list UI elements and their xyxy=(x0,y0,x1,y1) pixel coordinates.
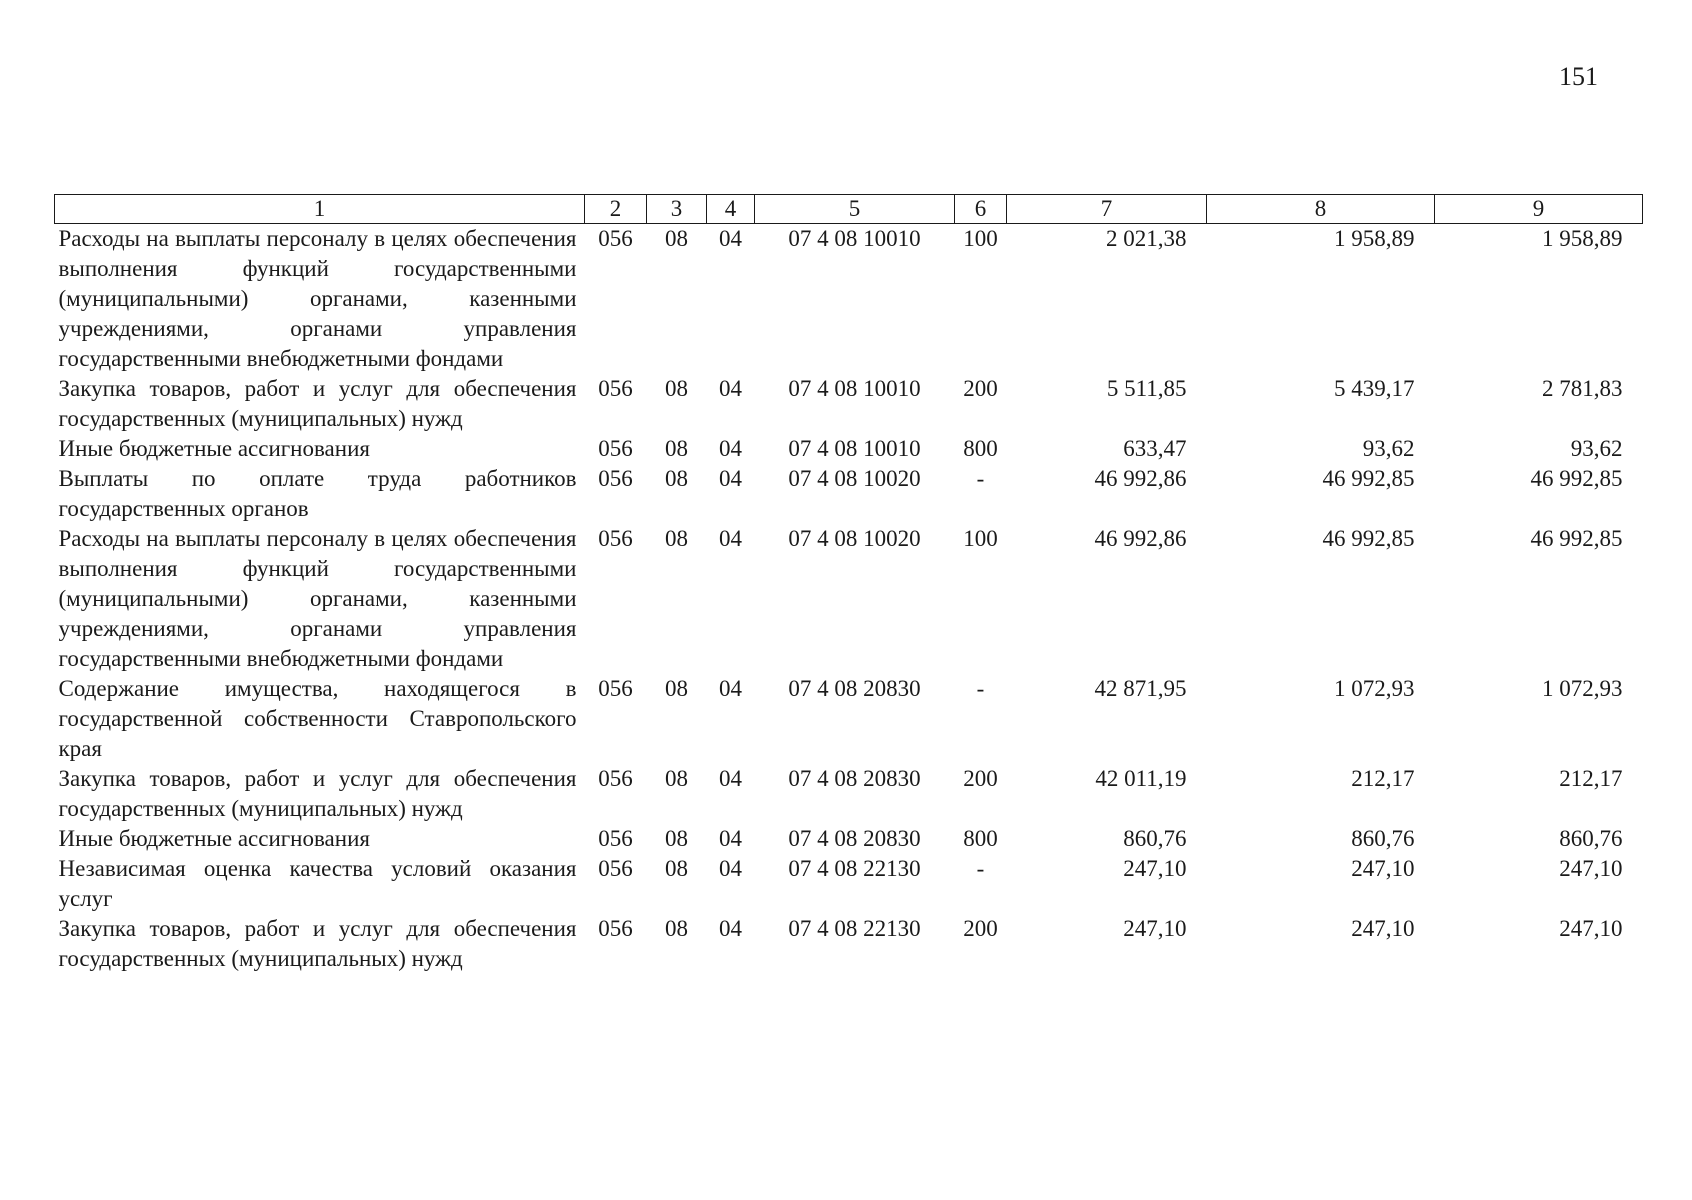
subsection-code: 04 xyxy=(719,376,742,401)
column-header: 2 xyxy=(585,195,647,224)
table-row xyxy=(55,374,1643,434)
row-description: Закупка товаров, работ и услуг для обеспечения государственных (муниципальных) нужд xyxy=(58,376,577,431)
row-description: Выплаты по оплате труда работников государственных органов xyxy=(58,466,577,521)
subsection-code: 04 xyxy=(719,916,742,941)
amount-col7: 46 992,86 xyxy=(1094,526,1187,551)
ministry-code: 056 xyxy=(598,376,633,401)
subsection-code: 04 xyxy=(719,676,742,701)
ministry-code: 056 xyxy=(598,826,633,851)
amount-col9: 860,76 xyxy=(1559,826,1623,851)
amount-col9: 93,62 xyxy=(1570,436,1623,461)
ministry-code: 056 xyxy=(598,526,633,551)
ministry-code: 056 xyxy=(598,916,633,941)
expense-type-code: 200 xyxy=(963,376,998,401)
page-number: 151 xyxy=(1559,62,1598,91)
amount-col7: 46 992,86 xyxy=(1094,466,1187,491)
subsection-code: 04 xyxy=(719,766,742,791)
target-article-code: 07 4 08 20830 xyxy=(788,676,921,701)
amount-col7: 5 511,85 xyxy=(1106,376,1187,401)
amount-col7: 42 871,95 xyxy=(1094,676,1187,701)
amount-col7: 2 021,38 xyxy=(1106,226,1187,251)
amount-col8: 212,17 xyxy=(1351,766,1415,791)
amount-col7: 633,47 xyxy=(1123,436,1187,461)
section-code: 08 xyxy=(665,226,688,251)
row-description: Расходы на выплаты персоналу в целях обеспечения выполнения функций государственными (муниципальными) органами, казенными учреждениями, органами управления государственными внебюджетными фондами xyxy=(58,226,577,371)
amount-col7: 247,10 xyxy=(1123,856,1187,881)
amount-col8: 5 439,17 xyxy=(1334,376,1415,401)
table-row xyxy=(55,914,1643,974)
expense-type-code: 200 xyxy=(963,766,998,791)
amount-col9: 1 072,93 xyxy=(1542,676,1623,701)
section-code: 08 xyxy=(665,436,688,461)
table-row xyxy=(55,524,1643,674)
section-code: 08 xyxy=(665,916,688,941)
amount-col9: 2 781,83 xyxy=(1542,376,1623,401)
row-description: Расходы на выплаты персоналу в целях обеспечения выполнения функций государственными (муниципальными) органами, казенными учреждениями, органами управления государственными внебюджетными фондами xyxy=(58,526,577,671)
amount-col9: 247,10 xyxy=(1559,856,1623,881)
ministry-code: 056 xyxy=(598,466,633,491)
target-article-code: 07 4 08 20830 xyxy=(788,766,921,791)
table-header-row xyxy=(55,195,1643,224)
ministry-code: 056 xyxy=(598,676,633,701)
table-row xyxy=(55,464,1643,524)
section-code: 08 xyxy=(665,376,688,401)
row-description: Иные бюджетные ассигнования xyxy=(58,826,370,851)
section-code: 08 xyxy=(665,856,688,881)
table-row xyxy=(55,824,1643,854)
row-description: Закупка товаров, работ и услуг для обеспечения государственных (муниципальных) нужд xyxy=(58,766,577,821)
amount-col8: 46 992,85 xyxy=(1322,466,1415,491)
expense-type-code: - xyxy=(976,676,985,701)
target-article-code: 07 4 08 10010 xyxy=(788,436,921,461)
expense-type-code: - xyxy=(976,466,985,491)
expense-type-code: 200 xyxy=(963,916,998,941)
subsection-code: 04 xyxy=(719,436,742,461)
subsection-code: 04 xyxy=(719,526,742,551)
budget-table xyxy=(54,194,1643,974)
subsection-code: 04 xyxy=(719,826,742,851)
amount-col9: 212,17 xyxy=(1559,766,1623,791)
table-row xyxy=(55,224,1643,375)
target-article-code: 07 4 08 20830 xyxy=(788,826,921,851)
table-row xyxy=(55,854,1643,914)
amount-col9: 1 958,89 xyxy=(1542,226,1623,251)
expense-type-code: 800 xyxy=(963,826,998,851)
row-description: Закупка товаров, работ и услуг для обеспечения государственных (муниципальных) нужд xyxy=(58,916,577,971)
target-article-code: 07 4 08 22130 xyxy=(788,916,921,941)
subsection-code: 04 xyxy=(719,856,742,881)
ministry-code: 056 xyxy=(598,436,633,461)
amount-col9: 46 992,85 xyxy=(1530,466,1623,491)
column-header: 5 xyxy=(755,195,955,224)
expense-type-code: 100 xyxy=(963,526,998,551)
expense-type-code: 800 xyxy=(963,436,998,461)
table-row xyxy=(55,764,1643,824)
row-description: Содержание имущества, находящегося в государственной собственности Ставропольского края xyxy=(58,676,577,761)
row-description: Независимая оценка качества условий оказания услуг xyxy=(58,856,577,911)
ministry-code: 056 xyxy=(598,226,633,251)
section-code: 08 xyxy=(665,526,688,551)
target-article-code: 07 4 08 10020 xyxy=(788,526,921,551)
amount-col9: 46 992,85 xyxy=(1530,526,1623,551)
column-header: 7 xyxy=(1007,195,1207,224)
subsection-code: 04 xyxy=(719,226,742,251)
target-article-code: 07 4 08 10020 xyxy=(788,466,921,491)
amount-col7: 42 011,19 xyxy=(1095,766,1187,791)
column-header: 8 xyxy=(1207,195,1435,224)
column-header: 6 xyxy=(955,195,1007,224)
amount-col8: 1 072,93 xyxy=(1334,676,1415,701)
target-article-code: 07 4 08 22130 xyxy=(788,856,921,881)
amount-col8: 247,10 xyxy=(1351,916,1415,941)
amount-col8: 860,76 xyxy=(1351,826,1415,851)
table-row xyxy=(55,434,1643,464)
expense-type-code: - xyxy=(976,856,985,881)
section-code: 08 xyxy=(665,766,688,791)
section-code: 08 xyxy=(665,466,688,491)
column-header: 3 xyxy=(647,195,707,224)
amount-col8: 247,10 xyxy=(1351,856,1415,881)
amount-col8: 93,62 xyxy=(1362,436,1415,461)
amount-col7: 860,76 xyxy=(1123,826,1187,851)
target-article-code: 07 4 08 10010 xyxy=(788,226,921,251)
subsection-code: 04 xyxy=(719,466,742,491)
column-header: 1 xyxy=(55,195,585,224)
target-article-code: 07 4 08 10010 xyxy=(788,376,921,401)
table-row xyxy=(55,674,1643,764)
amount-col8: 46 992,85 xyxy=(1322,526,1415,551)
ministry-code: 056 xyxy=(598,856,633,881)
column-header: 4 xyxy=(707,195,755,224)
row-description: Иные бюджетные ассигнования xyxy=(58,436,370,461)
expense-type-code: 100 xyxy=(963,226,998,251)
section-code: 08 xyxy=(665,826,688,851)
amount-col7: 247,10 xyxy=(1123,916,1187,941)
amount-col8: 1 958,89 xyxy=(1334,226,1415,251)
ministry-code: 056 xyxy=(598,766,633,791)
section-code: 08 xyxy=(665,676,688,701)
column-header: 9 xyxy=(1435,195,1643,224)
amount-col9: 247,10 xyxy=(1559,916,1623,941)
